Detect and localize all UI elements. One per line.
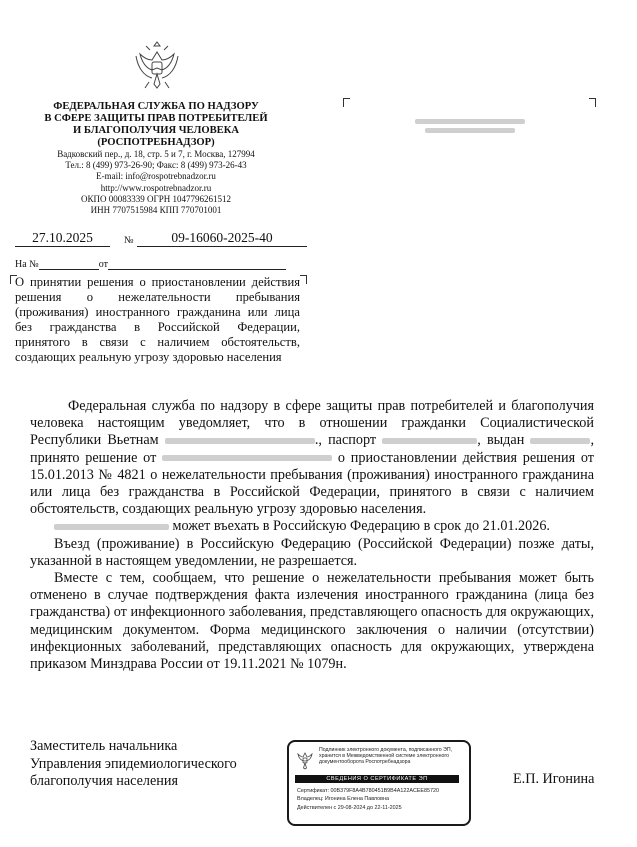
- paragraph-text: может въехать в Российскую Федерацию в срок до 21.01.2026.: [172, 518, 550, 535]
- ot-label: от: [98, 259, 108, 270]
- redaction-bar: [54, 524, 169, 530]
- paragraph-cancellation: Вместе с тем, сообщаем, что решение о нежелательности пребывания может быть отменено в случае подтверждения факта излечения иностранного гражданина (лица без гражданства) от инфекционного заболевания, представляющего опасность для окружающих, медицинским документом. Форма медицинского заключения о наличии (отсутствии) инфекционных заболеваний, представляющих опасность для окружающих, утверждена приказом Минздрава России от 19.11.2021 № 1079н.: [30, 570, 594, 673]
- paragraph-entry-deadline: [30, 518, 594, 535]
- stamp-title-bar: СВЕДЕНИЯ О СЕРТИФИКАТЕ ЭП: [295, 775, 459, 783]
- org-name-line: И БЛАГОПОЛУЧИЯ ЧЕЛОВЕКА: [72, 125, 240, 136]
- org-header: [10, 101, 302, 216]
- paragraph-notice: [30, 398, 594, 518]
- paragraph-text: , принято решение от: [30, 432, 595, 466]
- na-label: На №: [15, 259, 39, 270]
- position-line: Управления эпидемиологического: [30, 755, 237, 772]
- redaction-bar: [425, 128, 515, 133]
- subject-bracket-right: [300, 275, 307, 284]
- position-line: Заместитель начальника: [30, 738, 178, 754]
- ref-date-blank: [108, 260, 286, 270]
- reference-line: [15, 259, 307, 270]
- org-contact-line: E-mail: info@rospotrebnadzor.ru: [96, 171, 216, 182]
- org-name-line: ФЕДЕРАЛЬНАЯ СЛУЖБА ПО НАДЗОРУ: [53, 101, 259, 112]
- document-subject: О принятии решения о приостановлении действия решения о нежелательности пребывания (проживания) иностранного гражданина или лица без гражданства в Российской Федерации, принятого в связи с наличием обстоятельств, создающих реальную угрозу здоровью населения: [15, 275, 300, 364]
- org-contact-line: ИНН 7707515984 КПП 770701001: [90, 205, 222, 216]
- validity-line: Действителен с 29-08-2024 до 22-11-2025: [297, 804, 402, 811]
- org-contact-line: Вадковский пер., д. 18, стр. 5 и 7, г. Москва, 127994: [57, 149, 255, 159]
- document-number: 09-16060-2025-40: [137, 230, 307, 247]
- paragraph-entry-limit: Въезд (проживание) в Российскую Федерацию (Российской Федерации) позже даты, указанной в настоящем уведомлении, не разрешается.: [30, 535, 594, 569]
- document-date: 27.10.2025: [15, 230, 110, 247]
- redaction-bar: [382, 438, 477, 444]
- stamp-note: Подлинник электронного документа, подписанного ЭП, хранится в Межведомственной системе электронного документооборота Роспотребнадзора: [319, 747, 453, 766]
- redaction-bar: [530, 438, 590, 444]
- paragraph-text: , выдан: [477, 432, 525, 449]
- letter-body: [30, 398, 594, 673]
- org-name-line: (РОСПОТРЕБНАДЗОР): [97, 137, 215, 148]
- ref-number-blank: [39, 260, 99, 270]
- coat-of-arms-icon: [295, 748, 315, 770]
- paragraph-text: Федеральная служба по надзору в сфере защиты прав потребителей и благополучия человека настоящим уведомляет, что в отношении гражданки Социалистической Республики Вьетнам: [30, 398, 594, 449]
- stamp-details: [297, 787, 465, 812]
- number-sign: №: [124, 235, 134, 246]
- redaction-bar: [415, 119, 525, 124]
- recipient-bracket-right: [589, 98, 596, 107]
- org-contact-line: http://www.rospotrebnadzor.ru: [100, 182, 212, 193]
- recipient-redacted: [365, 115, 575, 137]
- redaction-bar: [165, 438, 315, 444]
- org-contact-line: ОКПО 00083339 ОГРН 1047796261512: [81, 193, 231, 204]
- position-line: благополучия населения: [30, 773, 179, 789]
- paragraph-text: ., паспорт: [314, 432, 377, 449]
- org-name-line: В СФЕРЕ ЗАЩИТЫ ПРАВ ПОТРЕБИТЕЛЕЙ: [44, 113, 268, 124]
- paragraph-text: о приостановлении действия решения от 15.01.2013 № 4821 о нежелательности пребывания (проживания) иностранного гражданина или лица без гражданства в Российской Федерации, принятого в связи с наличием обстоятельств, создающих реальную угрозу здоровью населения.: [30, 449, 595, 518]
- owner-line: Владелец: Игонина Елена Павловна: [297, 796, 389, 803]
- signer-name: Е.П. Игонина: [513, 771, 595, 787]
- recipient-bracket-left: [343, 98, 350, 107]
- electronic-signature-stamp: [287, 740, 471, 826]
- org-contact-line: Тел.: 8 (499) 973-26-90; Факс: 8 (499) 973-26-43: [65, 160, 247, 171]
- redaction-bar: [162, 455, 332, 461]
- signer-position: [30, 738, 280, 791]
- coat-of-arms-emblem: [132, 38, 182, 92]
- certificate-line: Сертификат: 00B379F8A4B780451B9B4A122ACEE85720: [297, 788, 440, 794]
